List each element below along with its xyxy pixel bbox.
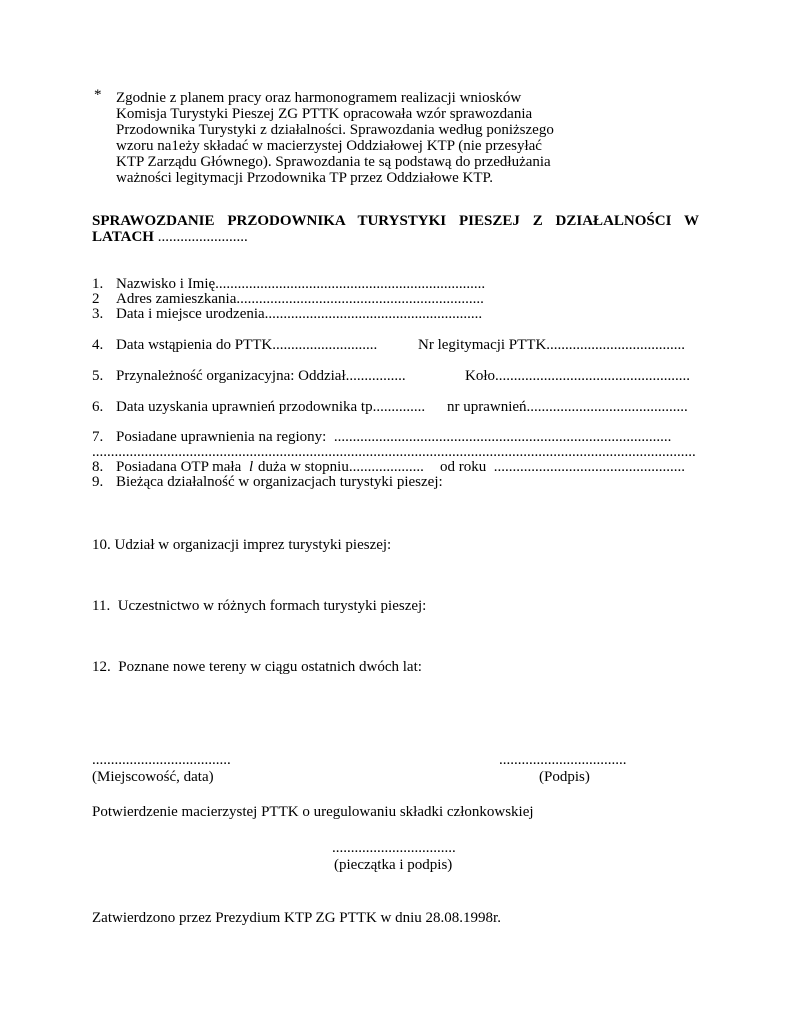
place-date-field[interactable]: ..................................... xyxy=(92,752,231,768)
item-8-otp-label: Posiadana OTP mała xyxy=(116,459,242,475)
item-8-slash: l xyxy=(249,459,254,475)
signature-label: (Podpis) xyxy=(539,769,590,785)
item-6-number: 6. xyxy=(92,399,104,415)
item-8-number: 8. xyxy=(92,459,104,475)
intro-line-3: Przodownika Turystyki z działalności. Sprawozdania według poniższego xyxy=(116,122,554,138)
stamp-field[interactable]: ................................. xyxy=(332,840,456,856)
intro-line-4: wzoru na1eży składać w macierzystej Oddziałowej KTP (nie przesyłać xyxy=(116,138,542,154)
report-title-years-blank: ........................ xyxy=(153,229,248,245)
intro-line-5: KTP Zarządu Głównego). Sprawozdania te są podstawą do przedłużania xyxy=(116,154,551,170)
intro-line-6: ważności legitymacji Przodownika TP przez Oddziałowe KTP. xyxy=(116,170,493,186)
signature-field[interactable]: .................................. xyxy=(499,752,627,768)
item-2-address-field[interactable]: Adres zamieszkania.................................................................. xyxy=(116,291,484,307)
item-12-new-areas: 12. Poznane nowe tereny w ciągu ostatnich dwóch lat: xyxy=(92,659,422,675)
approval-note: Zatwierdzono przez Prezydium KTP ZG PTTK w dniu 28.08.1998r. xyxy=(92,910,501,926)
item-9-current-activity: Bieżąca działalność w organizacjach turystyki pieszej: xyxy=(116,474,443,490)
item-8-degree-field[interactable]: duża w stopniu.................... xyxy=(258,459,424,475)
item-6-license-number-field[interactable]: nr uprawnień........................................... xyxy=(447,399,688,415)
item-3-birth-field[interactable]: Data i miejsce urodzenia.......................................................... xyxy=(116,306,483,322)
intro-line-1: Zgodnie z planem pracy oraz harmonogramem realizacji wniosków xyxy=(116,90,522,106)
item-11-participation: 11. Uczestnictwo w różnych formach turystyki pieszej: xyxy=(92,598,427,614)
item-10-events: 10. Udział w organizacji imprez turystyki pieszej: xyxy=(92,537,392,553)
item-8-since-year-field[interactable]: od roku ................................................... xyxy=(440,459,685,475)
item-2-number: 2 xyxy=(92,291,100,307)
item-5-club-field[interactable]: Koło.................................................... xyxy=(465,368,690,384)
item-1-number: 1. xyxy=(92,276,104,292)
item-6-license-date-field[interactable]: Data uzyskania uprawnień przodownika tp.............. xyxy=(116,399,426,415)
intro-paragraph xyxy=(116,90,586,186)
item-7-regions-field[interactable]: Posiadane uprawnienia na regiony: .......................................................................................... xyxy=(116,429,672,445)
item-4-number: 4. xyxy=(92,337,104,353)
report-title-text: SPRAWOZDANIE PRZODOWNIKA TURYSTYKI PIESZEJ Z DZIAŁALNOŚCI W LATACH xyxy=(92,213,699,245)
item-4-join-date-field[interactable]: Data wstąpienia do PTTK............................ xyxy=(116,337,378,353)
intro-line-2: Komisja Turystyki Pieszej ZG PTTK opracowała wzór sprawozdania xyxy=(116,106,533,122)
membership-confirmation: Potwierdzenie macierzystej PTTK o uregulowaniu składki członkowskiej xyxy=(92,804,534,820)
item-5-number: 5. xyxy=(92,368,104,384)
item-4-card-number-field[interactable]: Nr legitymacji PTTK..................................... xyxy=(418,337,686,353)
item-9-number: 9. xyxy=(92,474,104,490)
item-5-branch-field[interactable]: Przynależność organizacyjna: Oddział................ xyxy=(116,368,406,384)
stamp-label: (pieczątka i podpis) xyxy=(334,857,453,873)
item-7-number: 7. xyxy=(92,429,104,445)
footnote-marker: * xyxy=(94,87,102,103)
place-date-label: (Miejscowość, data) xyxy=(92,769,214,785)
item-1-name-field[interactable]: Nazwisko i Imię........................................................................ xyxy=(116,276,486,292)
item-3-number: 3. xyxy=(92,306,104,322)
report-title xyxy=(92,213,699,245)
item-7-regions-line-2[interactable]: ................................................................................................................................................................. xyxy=(92,444,696,460)
